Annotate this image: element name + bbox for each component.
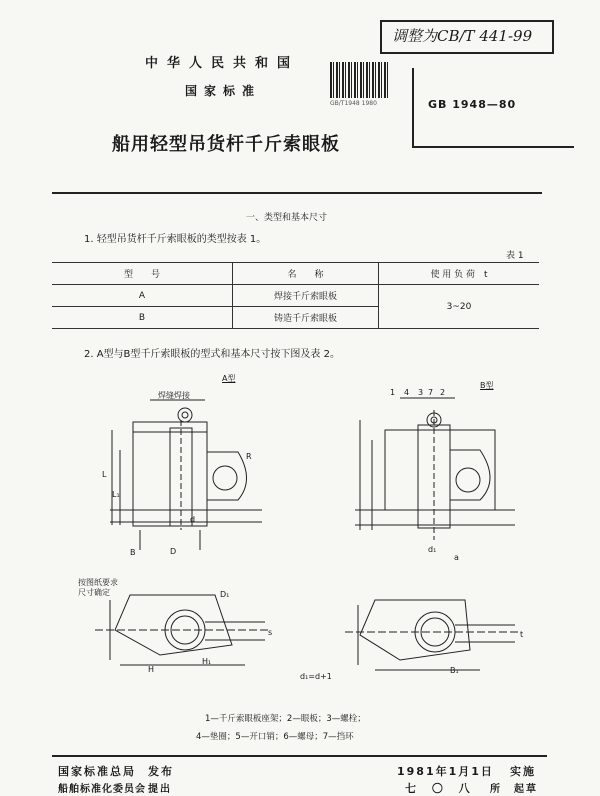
item-2-text: 2. A型与B型千斤索眼板的型式和基本尺寸按下图及表 2。 bbox=[84, 349, 340, 360]
issuer-2-action: 提出 bbox=[148, 784, 172, 795]
fig-b-plan bbox=[345, 600, 520, 670]
dim-label: H₁ bbox=[202, 657, 212, 666]
table-row bbox=[52, 285, 539, 307]
page-title: 船用轻型吊货杆千斤索眼板 bbox=[112, 134, 340, 155]
dim-label: R bbox=[246, 452, 252, 461]
legend-line-1: 1—千斤索眼板座架；2—眼板；3—螺栓； bbox=[205, 714, 366, 724]
type-table bbox=[52, 262, 539, 329]
table-header-load: 使 用 负 荷 t bbox=[379, 263, 540, 285]
standard-type: 国家标准 bbox=[185, 84, 262, 98]
table-1-label: 表 1 bbox=[506, 251, 524, 261]
effective-date: 1981年1月1日 bbox=[397, 765, 494, 778]
fig-a-elevation bbox=[110, 400, 262, 550]
table-cell-name: 铸造千斤索眼板 bbox=[233, 307, 379, 329]
dim-label: D₁ bbox=[220, 590, 230, 599]
table-cell-type: B bbox=[52, 307, 233, 329]
fig-a-plan bbox=[95, 595, 273, 665]
fig-b-label: B型 bbox=[480, 381, 494, 390]
drafter-action: 所 起草 bbox=[490, 784, 538, 795]
weld-annotation: 焊缝焊接 bbox=[158, 391, 190, 400]
dim-label: B bbox=[130, 548, 136, 557]
issuer-1-action: 发布 bbox=[148, 765, 174, 778]
callout-2: 2 bbox=[440, 388, 446, 397]
fig-a-label: A型 bbox=[222, 374, 236, 383]
table-header-type: 型 号 bbox=[52, 263, 233, 285]
barcode-text: GB/T1948 1980 bbox=[330, 100, 377, 107]
dim-label: s bbox=[268, 628, 273, 637]
table-header-name: 名 称 bbox=[233, 263, 379, 285]
table-cell-name: 焊接千斤索眼板 bbox=[233, 285, 379, 307]
dim-label: d bbox=[190, 515, 196, 524]
header-rule bbox=[52, 192, 542, 194]
callout-1: 1 bbox=[390, 388, 396, 397]
standard-code: GB 1948—80 bbox=[428, 98, 517, 111]
table-cell-load: 3~20 bbox=[379, 285, 540, 329]
country-name: 中华人民共和国 bbox=[145, 56, 300, 71]
dim-label: H bbox=[148, 665, 155, 674]
dim-label: D bbox=[170, 547, 177, 556]
callout-7: 7 bbox=[428, 388, 434, 397]
legend-line-2: 4—垫圈；5—开口销；6—螺母；7—挡环 bbox=[196, 732, 354, 742]
dim-label: L₁ bbox=[112, 490, 120, 499]
barcode-icon bbox=[330, 62, 388, 98]
dim-label: L bbox=[102, 470, 107, 479]
callout-3: 3 bbox=[418, 388, 424, 397]
table-cell-type: A bbox=[52, 285, 233, 307]
dim-label: t bbox=[520, 630, 524, 639]
section-heading: 一、类型和基本尺寸 bbox=[246, 213, 328, 223]
item-1-text: 1. 轻型吊货杆千斤索眼板的类型按表 1。 bbox=[84, 234, 267, 245]
technical-drawing bbox=[0, 360, 600, 705]
dim-label: B₁ bbox=[450, 666, 459, 675]
footer-rule bbox=[52, 755, 547, 757]
issuer-2: 船舶标准化委员会 bbox=[58, 784, 146, 795]
formula: d₁=d+1 bbox=[300, 672, 332, 681]
callout-4: 4 bbox=[404, 388, 410, 397]
revision-stamp: 调整为CB/T 441-99 bbox=[392, 27, 533, 45]
table-header-row bbox=[52, 263, 539, 285]
effective-action: 实施 bbox=[510, 765, 536, 778]
page-number: 七 〇 八 bbox=[405, 782, 476, 795]
issuer-1: 国家标准总局 bbox=[58, 765, 136, 778]
size-note-annotation: 按图纸要求 尺寸确定 bbox=[78, 578, 118, 597]
dim-label: d₁ bbox=[428, 545, 437, 554]
dim-label: a bbox=[454, 553, 459, 562]
fig-b-elevation bbox=[355, 398, 515, 540]
